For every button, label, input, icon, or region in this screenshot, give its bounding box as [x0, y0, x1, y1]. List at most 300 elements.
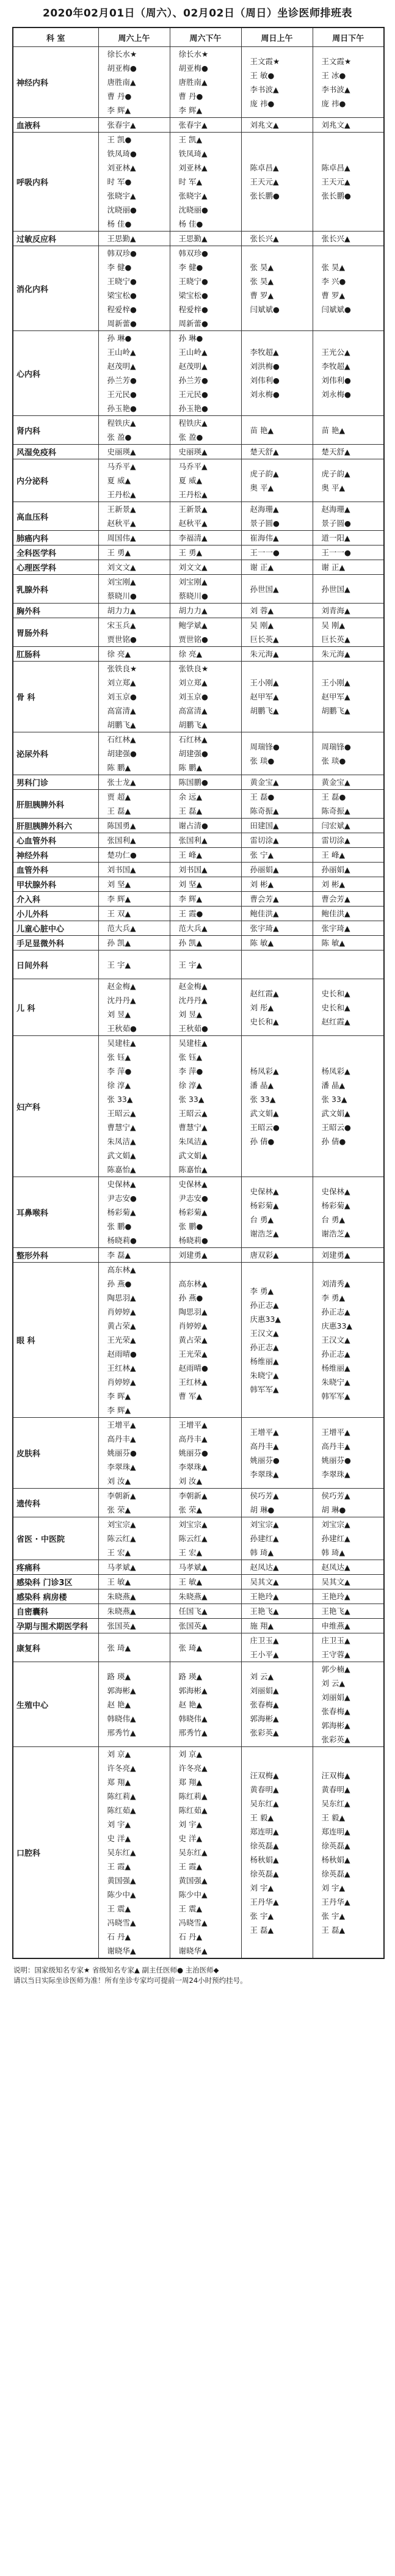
table-row [13, 618, 384, 647]
doctor-name: 曹 丹● [178, 92, 203, 101]
department-name: 神经内科 [13, 47, 98, 118]
department-name: 日间外科 [13, 950, 98, 979]
schedule-cell [170, 118, 241, 133]
schedule-cell [241, 907, 313, 921]
department-name: 小儿外科 [13, 907, 98, 921]
doctor-name: 王昭云● [321, 1123, 351, 1132]
doctor-name: 黄春明▲ [250, 1784, 279, 1794]
department-name: 耳鼻喉科 [13, 1177, 98, 1248]
doctor-name: 时 军▲ [178, 177, 203, 186]
doctor-name: 张长兴▲ [250, 234, 279, 243]
doctor-name: 张士龙▲ [107, 778, 136, 787]
doctor-name: 唐胜南▲ [178, 78, 208, 87]
doctor-name: 胡力力▲ [107, 606, 136, 615]
doctor-name: 张 宁▲ [250, 850, 274, 859]
doctor-name: 陶思羽▲ [107, 1293, 136, 1302]
schedule-cell [170, 892, 241, 907]
doctor-name: 胡 琳● [250, 1505, 275, 1514]
schedule-cell [241, 545, 313, 560]
doctor-name: 王 冰● [321, 70, 346, 80]
table-row [13, 1619, 384, 1633]
doctor-name: 刘 宇▲ [250, 1883, 274, 1892]
department-name: 感染科 门诊3区 [13, 1575, 98, 1589]
schedule-cell [98, 232, 170, 246]
doctor-name: 朱晓宁▲ [250, 1370, 279, 1380]
doctor-name: 朱晓燕▲ [107, 1592, 136, 1601]
doctor-name: 曹慧宁▲ [107, 1123, 136, 1132]
schedule-cell [170, 1517, 241, 1560]
doctor-name: 高丹丰▲ [321, 1441, 350, 1451]
doctor-name: 张晓宇▲ [178, 191, 208, 200]
doctor-name: 谢 正▲ [321, 563, 346, 572]
doctor-name: 王 毅▲ [250, 1812, 274, 1822]
table-row [13, 848, 384, 863]
doctor-name: 王 霞● [178, 909, 203, 918]
doctor-name: 谢晓华▲ [178, 1946, 208, 1955]
doctor-name: 任国飞▲ [178, 1607, 208, 1616]
schedule-cell [170, 1619, 241, 1633]
doctor-name: 石红林▲ [107, 735, 136, 744]
schedule-cell [241, 331, 313, 416]
page-title: 2020年02月01日（周六）、02月02日（周日）坐诊医师排班表 [43, 7, 352, 20]
table-row [13, 936, 384, 950]
legend-note [13, 1965, 382, 1986]
doctor-name: 胡鹏飞▲ [107, 720, 136, 729]
doctor-name: 史保林▲ [178, 1180, 208, 1189]
table-row [13, 47, 384, 118]
doctor-name: 赵凤达▲ [250, 1563, 279, 1572]
schedule-cell [98, 445, 170, 459]
schedule-cell [241, 1589, 313, 1604]
schedule-cell [313, 47, 384, 118]
doctor-name: 李 勇▲ [250, 1286, 274, 1296]
department-name: 全科医学科 [13, 545, 98, 560]
doctor-name: 唐双彩▲ [250, 1250, 279, 1260]
schedule-cell [241, 531, 313, 545]
doctor-name: 刘立郑▲ [107, 678, 136, 687]
doctor-name: 李 兴● [321, 277, 346, 286]
doctor-name: 李 辉▲ [178, 894, 203, 903]
doctor-name: 郑 翔▲ [178, 1778, 203, 1787]
doctor-name: 孙正志▲ [321, 1349, 350, 1359]
schedule-cell [241, 662, 313, 732]
schedule-cell [241, 848, 313, 863]
doctor-name: 王晓宁● [178, 277, 208, 286]
table-row [13, 1517, 384, 1560]
doctor-name: 刘丽娟▲ [321, 1693, 350, 1702]
schedule-cell [313, 662, 384, 732]
schedule-cell [170, 133, 241, 232]
schedule-cell [98, 647, 170, 662]
doctor-name: 张 盈● [107, 432, 132, 442]
schedule-cell [241, 575, 313, 604]
doctor-name: 肖婷婷▲ [107, 1307, 136, 1316]
doctor-name: 尹志安● [178, 1194, 208, 1203]
doctor-name: 肖婷婷▲ [178, 1321, 208, 1330]
schedule-cell [313, 1248, 384, 1263]
doctor-name: 王文霞★ [321, 56, 352, 66]
doctor-name: 史保林▲ [321, 1186, 350, 1196]
doctor-name: 王昭云▲ [178, 1109, 208, 1118]
schedule-cell [98, 531, 170, 545]
doctor-name: 王一一● [250, 548, 280, 557]
schedule-cell [170, 445, 241, 459]
doctor-name: 黄占荣▲ [178, 1335, 208, 1345]
schedule-cell [313, 1575, 384, 1589]
schedule-cell [241, 118, 313, 133]
doctor-name: 李 辉▲ [178, 106, 203, 115]
schedule-cell [313, 1604, 384, 1619]
doctor-name: 李 辉▲ [107, 894, 131, 903]
department-name: 疼痛科 [13, 1560, 98, 1575]
schedule-cell [98, 1633, 170, 1662]
doctor-name: 王晓宁● [107, 277, 137, 286]
schedule-cell [170, 647, 241, 662]
table-row [13, 1177, 384, 1248]
doctor-name: 李 萍● [107, 1067, 132, 1076]
doctor-name: 闫宏斌▲ [321, 821, 350, 830]
table-row [13, 790, 384, 819]
doctor-name: 吴东红▲ [107, 1848, 136, 1857]
schedule-cell [313, 545, 384, 560]
doctor-name: 吴 刚▲ [321, 621, 346, 630]
notice-line: 请以当日实际坐诊医师为准！所有坐诊专家均可提前一周24小时预约挂号。 [13, 1976, 247, 1985]
doctor-name: 刘玉京● [178, 692, 208, 701]
schedule-cell [313, 1633, 384, 1662]
doctor-name: 胡 琳● [321, 1505, 346, 1514]
doctor-name: 张国英▲ [107, 1621, 136, 1630]
schedule-cell [170, 1418, 241, 1489]
doctor-name: 王新景▲ [107, 505, 136, 514]
table-row [13, 950, 384, 979]
doctor-name: 李书波▲ [321, 84, 350, 94]
schedule-cell [241, 1418, 313, 1489]
department-name: 心血管外科 [13, 833, 98, 848]
doctor-name: 汪双梅▲ [321, 1770, 350, 1780]
doctor-name: 张 33▲ [250, 1095, 276, 1104]
doctor-name: 王 磊▲ [250, 1925, 274, 1935]
doctor-name: 高丹丰▲ [250, 1441, 279, 1451]
doctor-name: 刘 宇▲ [321, 1883, 346, 1892]
doctor-name: 王 毅▲ [321, 1812, 346, 1822]
doctor-name: 王 勇▲ [107, 548, 131, 557]
doctor-name: 曹 罗▲ [250, 291, 274, 300]
department-name: 肝胆胰脾外科六 [13, 819, 98, 833]
doctor-name: 杨 佳● [178, 219, 203, 228]
schedule-cell [170, 560, 241, 575]
doctor-name: 曹 丹● [107, 92, 132, 101]
doctor-name: 张 鹏● [178, 1222, 203, 1231]
doctor-name: 赵秋平▲ [178, 519, 208, 528]
schedule-cell [313, 459, 384, 502]
table-row [13, 775, 384, 790]
doctor-name: 刘永梅● [321, 390, 351, 399]
schedule-cell [313, 950, 384, 979]
doctor-name: 张国利▲ [178, 836, 208, 845]
doctor-name: 陈少中▲ [178, 1890, 208, 1899]
doctor-name: 尹志安● [107, 1194, 137, 1203]
doctor-name: 李翠珠▲ [178, 1462, 208, 1472]
doctor-name: 道一阳▲ [321, 533, 350, 542]
doctor-name: 李福清▲ [178, 533, 208, 542]
schedule-cell [98, 662, 170, 732]
doctor-name: 杨凤彩▲ [321, 1067, 350, 1076]
doctor-name: 赵金梅▲ [107, 982, 136, 991]
doctor-name: 刘 彬▲ [250, 880, 274, 889]
doctor-name: 谢占清● [178, 821, 208, 830]
table-row [13, 1604, 384, 1619]
doctor-name: 鲍佳洪▲ [250, 909, 279, 918]
schedule-cell [170, 618, 241, 647]
schedule-cell [313, 531, 384, 545]
doctor-name: 王 宏▲ [107, 1548, 131, 1557]
schedule-cell [98, 618, 170, 647]
doctor-name: 王 震▲ [178, 1904, 203, 1913]
schedule-cell [313, 232, 384, 246]
schedule-cell [170, 732, 241, 775]
department-name: 感染科 病房楼 [13, 1589, 98, 1604]
table-row [13, 819, 384, 833]
doctor-name: 刘 彤▲ [250, 1002, 274, 1012]
doctor-name: 孙世国▲ [250, 584, 279, 594]
doctor-name: 奥 平▲ [250, 483, 274, 492]
doctor-name: 徐 淳▲ [178, 1081, 203, 1090]
schedule-cell [313, 1517, 384, 1560]
schedule-cell [98, 1036, 170, 1177]
doctor-name: 楚天舒▲ [321, 447, 350, 456]
doctor-name: 王 磊● [250, 792, 275, 801]
doctor-name: 潘 晶▲ [250, 1081, 274, 1090]
doctor-name: 刘宝宗▲ [250, 1520, 279, 1529]
department-name: 呼吸内科 [13, 133, 98, 232]
schedule-cell [241, 647, 313, 662]
schedule-cell [313, 133, 384, 232]
doctor-name: 胡亚梅● [178, 64, 208, 73]
doctor-name: 郭海彬▲ [178, 1685, 208, 1695]
schedule-cell [98, 1517, 170, 1560]
doctor-name: 刘文文▲ [178, 563, 208, 572]
doctor-name: 黄国强▲ [178, 1876, 208, 1885]
doctor-name: 申维燕▲ [321, 1621, 350, 1630]
doctor-name: 梁宝松● [107, 291, 137, 300]
doctor-name: 刘亚林▲ [178, 163, 208, 172]
doctor-name: 高丹丰▲ [178, 1434, 208, 1443]
doctor-name: 石红林▲ [178, 735, 208, 744]
doctor-name: 朱元海▲ [321, 649, 350, 659]
doctor-name: 王丹松▲ [178, 490, 208, 499]
doctor-name: 吴东红▲ [250, 1798, 279, 1808]
schedule-cell [313, 604, 384, 618]
doctor-name: 闫斌斌● [250, 305, 280, 314]
schedule-cell [313, 833, 384, 848]
doctor-name: 王丹华▲ [250, 1897, 279, 1906]
doctor-name: 徐长水★ [107, 49, 137, 59]
doctor-name: 曹 军▲ [178, 1392, 203, 1401]
schedule-cell [170, 1662, 241, 1747]
doctor-name: 孙 凯▲ [107, 938, 131, 947]
schedule-cell [241, 1248, 313, 1263]
doctor-name: 李书波▲ [250, 84, 279, 94]
doctor-name: 雷切涂▲ [321, 836, 350, 845]
schedule-cell [313, 331, 384, 416]
doctor-name: 张 昊▲ [321, 263, 346, 272]
department-name: 省医 · 中医院 [13, 1517, 98, 1560]
schedule-cell [98, 907, 170, 921]
doctor-name: 王 凯▲ [178, 135, 203, 144]
doctor-name: 赵海珊▲ [250, 505, 279, 514]
doctor-name: 孙正志▲ [250, 1300, 279, 1310]
department-name: 内分泌科 [13, 459, 98, 502]
schedule-cell [98, 1248, 170, 1263]
doctor-name: 余 远▲ [178, 792, 203, 801]
schedule-cell [98, 575, 170, 604]
schedule-cell [98, 133, 170, 232]
doctor-name: 谢 正▲ [250, 563, 274, 572]
department-name: 整形外科 [13, 1248, 98, 1263]
doctor-name: 赵雨晴● [107, 1349, 137, 1359]
doctor-name: 陈嘉怡▲ [107, 1165, 136, 1174]
doctor-name: 杨彩菊▲ [178, 1208, 208, 1217]
schedule-cell [98, 819, 170, 833]
table-row [13, 863, 384, 877]
doctor-name: 王 霞▲ [107, 1862, 131, 1871]
doctor-name: 王 敏▲ [107, 1577, 131, 1586]
doctor-name: 陈红茹▲ [178, 1806, 208, 1815]
doctor-name: 李 健● [178, 263, 203, 272]
doctor-name: 史长和▲ [321, 988, 350, 998]
schedule-cell [170, 1633, 241, 1662]
doctor-name: 郭海彬▲ [321, 1721, 350, 1730]
doctor-name: 武文娟▲ [250, 1109, 279, 1118]
doctor-name: 王昭云● [250, 1123, 280, 1132]
doctor-name: 陈卓昌▲ [250, 163, 279, 172]
doctor-name: 王汉文▲ [321, 1335, 350, 1345]
schedule-cell [241, 604, 313, 618]
doctor-name: 王小刚▲ [250, 678, 279, 687]
department-name: 口腔科 [13, 1747, 98, 1959]
schedule-cell [98, 775, 170, 790]
schedule-cell [98, 921, 170, 936]
doctor-name: 孙 倩● [250, 1137, 275, 1146]
doctor-name: 王增平▲ [321, 1427, 350, 1437]
doctor-name: 赵 艳▲ [178, 1699, 203, 1709]
doctor-name: 王山岭▲ [178, 348, 208, 357]
schedule-cell [170, 1747, 241, 1959]
schedule-cell [313, 1619, 384, 1633]
schedule-cell [98, 1662, 170, 1747]
doctor-name: 夏 威▲ [107, 476, 131, 485]
schedule-cell [313, 790, 384, 819]
doctor-name: 王小平▲ [250, 1650, 279, 1659]
doctor-name: 刘 宇▲ [178, 1820, 203, 1829]
table-row [13, 545, 384, 560]
department-name: 肛肠科 [13, 647, 98, 662]
doctor-name: 高富清▲ [107, 706, 136, 715]
schedule-cell [241, 1604, 313, 1619]
schedule-cell [98, 331, 170, 416]
doctor-name: 王山岭▲ [107, 348, 136, 357]
doctor-name: 孙丽娟▲ [321, 865, 350, 874]
doctor-name: 张长鹏● [321, 191, 351, 200]
schedule-cell [241, 1263, 313, 1418]
doctor-name: 张彩英▲ [250, 1728, 279, 1737]
schedule-cell [241, 232, 313, 246]
doctor-name: 王增平▲ [178, 1420, 208, 1429]
doctor-name: 徐 亮▲ [178, 649, 203, 659]
doctor-name: 刘伟利● [321, 376, 351, 385]
doctor-name: 曹 罗▲ [321, 291, 346, 300]
doctor-name: 闫斌斌● [321, 305, 351, 314]
schedule-cell [170, 416, 241, 445]
schedule-cell [98, 950, 170, 979]
doctor-name: 张晓宇▲ [107, 191, 136, 200]
doctor-name: 苗 艳▲ [321, 425, 346, 435]
schedule-cell [241, 246, 313, 331]
doctor-name: 王增平▲ [107, 1420, 136, 1429]
doctor-name: 刘建勇▲ [321, 1250, 350, 1260]
doctor-name: 王光公▲ [321, 348, 350, 357]
schedule-cell [241, 936, 313, 950]
doctor-name: 贾 超▲ [107, 792, 131, 801]
doctor-name: 铁凤琦● [107, 149, 137, 158]
doctor-name: 吴其文▲ [250, 1577, 279, 1586]
table-row [13, 1747, 384, 1959]
doctor-name: 鲍学斌▲ [178, 621, 208, 630]
table-row [13, 1662, 384, 1747]
table-row [13, 1036, 384, 1177]
doctor-name: 石 丹▲ [178, 1932, 203, 1941]
schedule-cell [313, 1560, 384, 1575]
doctor-name: 范大兵▲ [178, 924, 208, 933]
header-sun-am: 周日上午 [241, 27, 313, 47]
doctor-name: 时 军● [107, 177, 132, 186]
doctor-name: 李牧超▲ [250, 348, 279, 357]
department-name: 乳腺外科 [13, 575, 98, 604]
doctor-name: 孙正志▲ [321, 1307, 350, 1316]
schedule-cell [98, 1747, 170, 1959]
doctor-name: 高丹丰▲ [107, 1434, 136, 1443]
doctor-name: 孙兰芳● [178, 376, 208, 385]
department-name: 肾内科 [13, 416, 98, 445]
doctor-name: 吴其文▲ [321, 1577, 350, 1586]
schedule-cell [170, 950, 241, 979]
doctor-name: 虎子韵▲ [321, 469, 350, 478]
schedule-cell [98, 833, 170, 848]
doctor-name: 郑连明▲ [250, 1826, 279, 1836]
doctor-name: 孙世国▲ [321, 584, 350, 594]
doctor-name: 贾世铭● [178, 635, 208, 644]
schedule-cell [98, 1418, 170, 1489]
doctor-name: 孙 燕● [178, 1293, 203, 1302]
doctor-name [322, 965, 384, 979]
schedule-cell [98, 502, 170, 531]
doctor-name: 史保林▲ [250, 1186, 279, 1196]
doctor-name: 史 洋▲ [178, 1834, 203, 1843]
doctor-name: 冯晓雪▲ [178, 1918, 208, 1927]
schedule-cell [98, 1560, 170, 1575]
doctor-name: 陈 敏▲ [321, 938, 346, 947]
table-row [13, 246, 384, 331]
schedule-cell [241, 950, 313, 979]
doctor-name: 史长和▲ [321, 1002, 350, 1012]
doctor-name: 王守蓉▲ [321, 1650, 350, 1659]
schedule-cell [241, 618, 313, 647]
schedule-cell [241, 1560, 313, 1575]
doctor-name: 沈丹丹▲ [107, 996, 136, 1005]
doctor-name: 张春梅▲ [321, 1707, 350, 1716]
doctor-name: 姚丽芬● [250, 1455, 280, 1465]
doctor-name: 刘青海▲ [321, 606, 350, 615]
